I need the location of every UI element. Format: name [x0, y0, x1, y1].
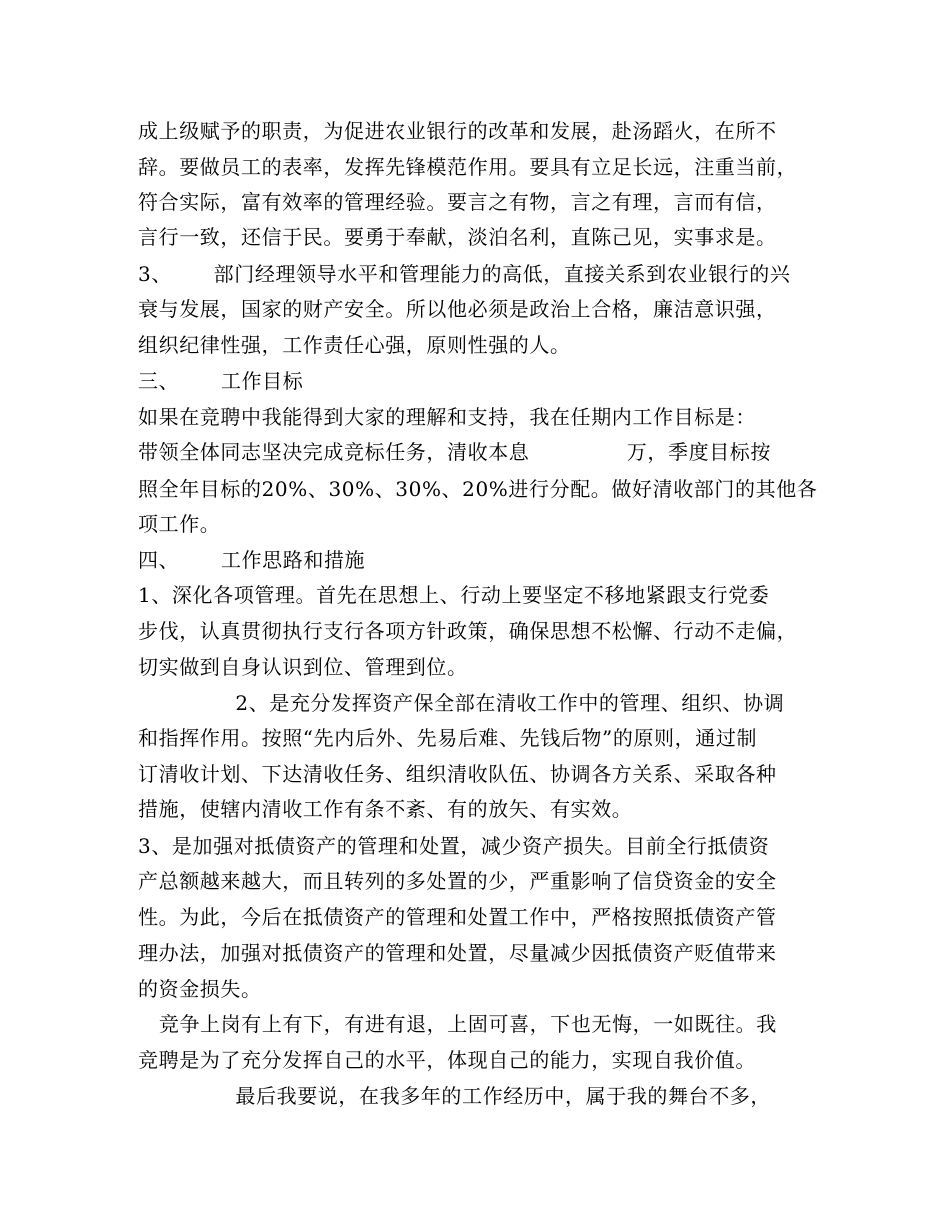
section-heading: 四、 工作思路和措施 — [138, 548, 366, 572]
text-line: 2、是充分发挥资产保全部在清收工作中的管理、组织、协调 — [138, 691, 785, 715]
text-line: 切实做到自身认识到位、管理到位。 — [138, 655, 468, 679]
text-line: 组织纪律性强，工作责任心强，原则性强的人。 — [138, 333, 571, 357]
text-line: 产总额越来越大，而且转列的多处置的少，严重影响了信贷资金的安全 — [138, 869, 777, 893]
text-line: 3、 部门经理领导水平和管理能力的高低，直接关系到农业银行的兴 — [138, 262, 791, 286]
text-line: 言行一致，还信于民。要勇于奉献，淡泊名利，直陈己见，实事求是。 — [138, 225, 777, 249]
text-line: 措施，使辖内清收工作有条不紊、有的放矢、有实效。 — [138, 797, 633, 821]
text-line: 3、是加强对抵债资产的管理和处置，减少资产损失。目前全行抵债资 — [138, 834, 770, 858]
text-line: 如果在竞聘中我能得到大家的理解和支持，我在任期内工作目标是： — [138, 405, 756, 429]
text-line: 性。为此，今后在抵债资产的管理和处置工作中，严格按照抵债资产管 — [138, 905, 777, 929]
text-line: 1、深化各项管理。首先在思想上、行动上要坚定不移地紧跟支行党委 — [138, 583, 770, 607]
text-line: 和指挥作用。按照“先内后外、先易后难、先钱后物”的原则，通过制 — [138, 726, 758, 750]
text-line: 符合实际，富有效率的管理经验。要言之有物，言之有理，言而有信， — [138, 190, 777, 214]
text-line: 衰与发展，国家的财产安全。所以他必须是政治上合格，廉洁意识强， — [138, 297, 777, 321]
text-line: 照全年目标的20%、30%、30%、20%进行分配。做好清收部门的其他各 — [138, 477, 818, 501]
text-line: 步伐，认真贯彻执行支行各项方针政策，确保思想不松懈、行动不走偏， — [138, 619, 798, 643]
text-line: 竞聘是为了充分发挥自己的水平，体现自己的能力，实现自我价值。 — [138, 1048, 756, 1072]
text-line: 带领全体同志坚决完成竞标任务，清收本息 万，季度目标按 — [138, 440, 772, 464]
text-line: 最后我要说，在我多年的工作经历中，属于我的舞台不多， — [138, 1084, 772, 1108]
text-line: 订清收计划、下达清收任务、组织清收队伍、协调各方关系、采取各种 — [138, 762, 777, 786]
text-line: 理办法，加强对抵债资产的管理和处置，尽量减少因抵债资产贬值带来 — [138, 941, 777, 965]
section-heading: 三、 工作目标 — [138, 369, 304, 393]
text-line: 成上级赋予的职责，为促进农业银行的改革和发展，赴汤蹈火，在所不 — [138, 119, 777, 143]
text-line: 竞争上岗有上有下，有进有退，上固可喜，下也无悔，一如既往。我 — [138, 1012, 777, 1036]
text-line: 项工作。 — [138, 512, 221, 536]
text-line: 辞。要做员工的表率，发挥先锋模范作用。要具有立足长远，注重当前， — [138, 155, 798, 179]
text-line: 的资金损失。 — [138, 977, 262, 1001]
